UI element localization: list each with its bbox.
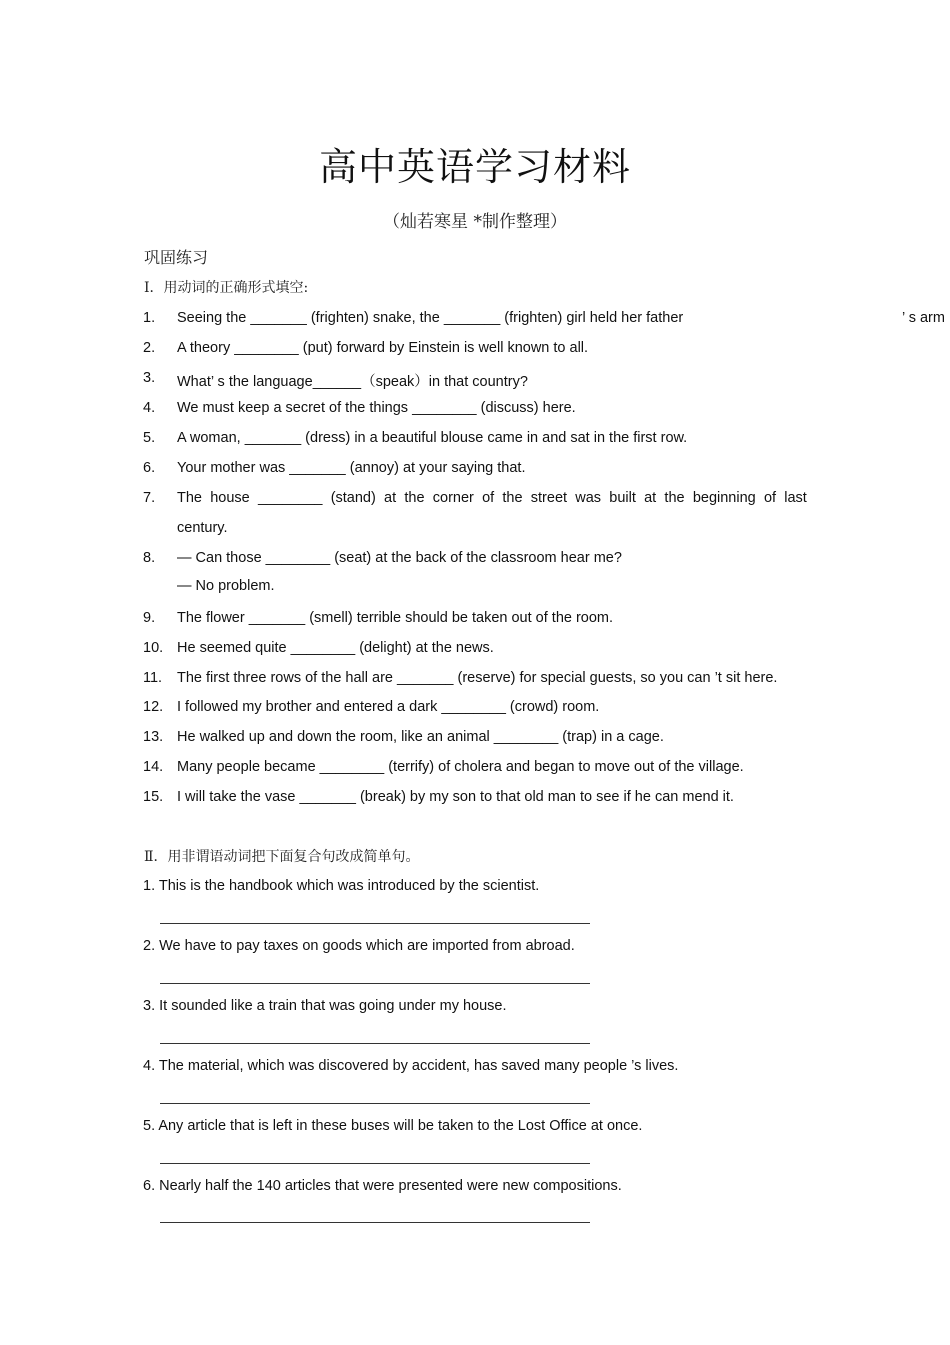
item-text: The first three rows of the hall are _______ (reserve) for special guests, so you can ’t sit here. [177,670,778,686]
item-number: 11. [143,670,163,686]
item-text-continuation: century. [177,520,228,536]
item-text-justified [177,490,807,506]
word: built [609,490,636,506]
answer-line[interactable] [160,1163,590,1164]
item-text: He seemed quite ________ (delight) at the news. [177,640,494,656]
answer-line[interactable] [160,1103,590,1104]
word: the [404,490,425,506]
word: the [664,490,685,506]
item-text: A theory ________ (put) forward by Einstein is well known to all. [177,340,589,356]
word: of [482,490,495,506]
item-text: He walked up and down the room, like an animal ________ (trap) in a cage. [177,729,664,745]
word: house [210,490,250,506]
list-item: 6. Nearly half the 140 articles that were presented were new compositions. [143,1178,622,1194]
item-number: 1. [143,310,156,326]
item-number: 8. [143,550,156,566]
item-number: 5. [143,430,156,446]
word: (stand) [330,490,376,506]
page-title: 高中英语学习材料 [318,145,631,189]
list-item: 2. We have to pay taxes on goods which are imported from abroad. [143,938,575,954]
section-label: 巩固练习 [144,248,209,267]
part1-heading: Ⅰ．用动词的正确形式填空: [144,280,309,296]
page-subtitle: （灿若寒星 *制作整理） [383,212,567,232]
item-text: I will take the vase _______ (break) by my son to that old man to see if he can mend it. [177,789,734,805]
word: beginning [692,490,756,506]
word: at [644,490,657,506]
word: last [784,490,807,506]
item-text: Your mother was _______ (annoy) at your saying that. [177,460,526,476]
answer-line[interactable] [160,1222,590,1223]
item-number: 4. [143,400,156,416]
item-number: 14. [143,759,164,775]
word: ________ [257,490,323,506]
list-item: 3. It sounded like a train that was going under my house. [143,998,507,1014]
item-text-edge: ’ s arm [902,310,945,326]
answer-line[interactable] [160,1043,590,1044]
word: of [763,490,777,506]
word: the [502,490,523,506]
answer-line[interactable] [160,923,590,924]
item-number: 13. [143,729,164,745]
item-number: 9. [143,610,156,626]
item-text: We must keep a secret of the things ________ (discuss) here. [177,400,576,416]
item-text: Many people became ________ (terrify) of cholera and began to move out of the village. [177,759,744,775]
item-text: What’ s the language______（speak）in that country? [177,374,528,390]
item-number: 7. [143,490,156,506]
item-reply: — No problem. [177,578,275,594]
item-number: 12. [143,699,164,715]
word: corner [432,490,474,506]
item-number: 15. [143,789,164,805]
item-text: The flower _______ (smell) terrible should be taken out of the room. [177,610,614,626]
list-item: 5. Any article that is left in these buses will be taken to the Lost Office at once. [143,1118,643,1134]
list-item: 4. The material, which was discovered by accident, has saved many people ’s lives. [143,1058,679,1074]
item-number: 2. [143,340,156,356]
item-text: A woman, _______ (dress) in a beautiful blouse came in and sat in the first row. [177,430,688,446]
part2-heading: Ⅱ．用非谓语动词把下面复合句改成简单句。 [144,849,420,865]
word: The [177,490,202,506]
answer-line[interactable] [160,983,590,984]
item-number: 10. [143,640,164,656]
item-number: 3. [143,370,156,386]
item-text: — Can those ________ (seat) at the back of the classroom hear me? [177,550,622,566]
item-number: 6. [143,460,156,476]
word: street [530,490,568,506]
list-item: 1. This is the handbook which was introduced by the scientist. [143,878,540,894]
word: was [575,490,602,506]
item-text: Seeing the _______ (frighten) snake, the _______ (frighten) girl held her father [177,310,684,326]
item-text: I followed my brother and entered a dark ________ (crowd) room. [177,699,600,715]
word: at [384,490,397,506]
